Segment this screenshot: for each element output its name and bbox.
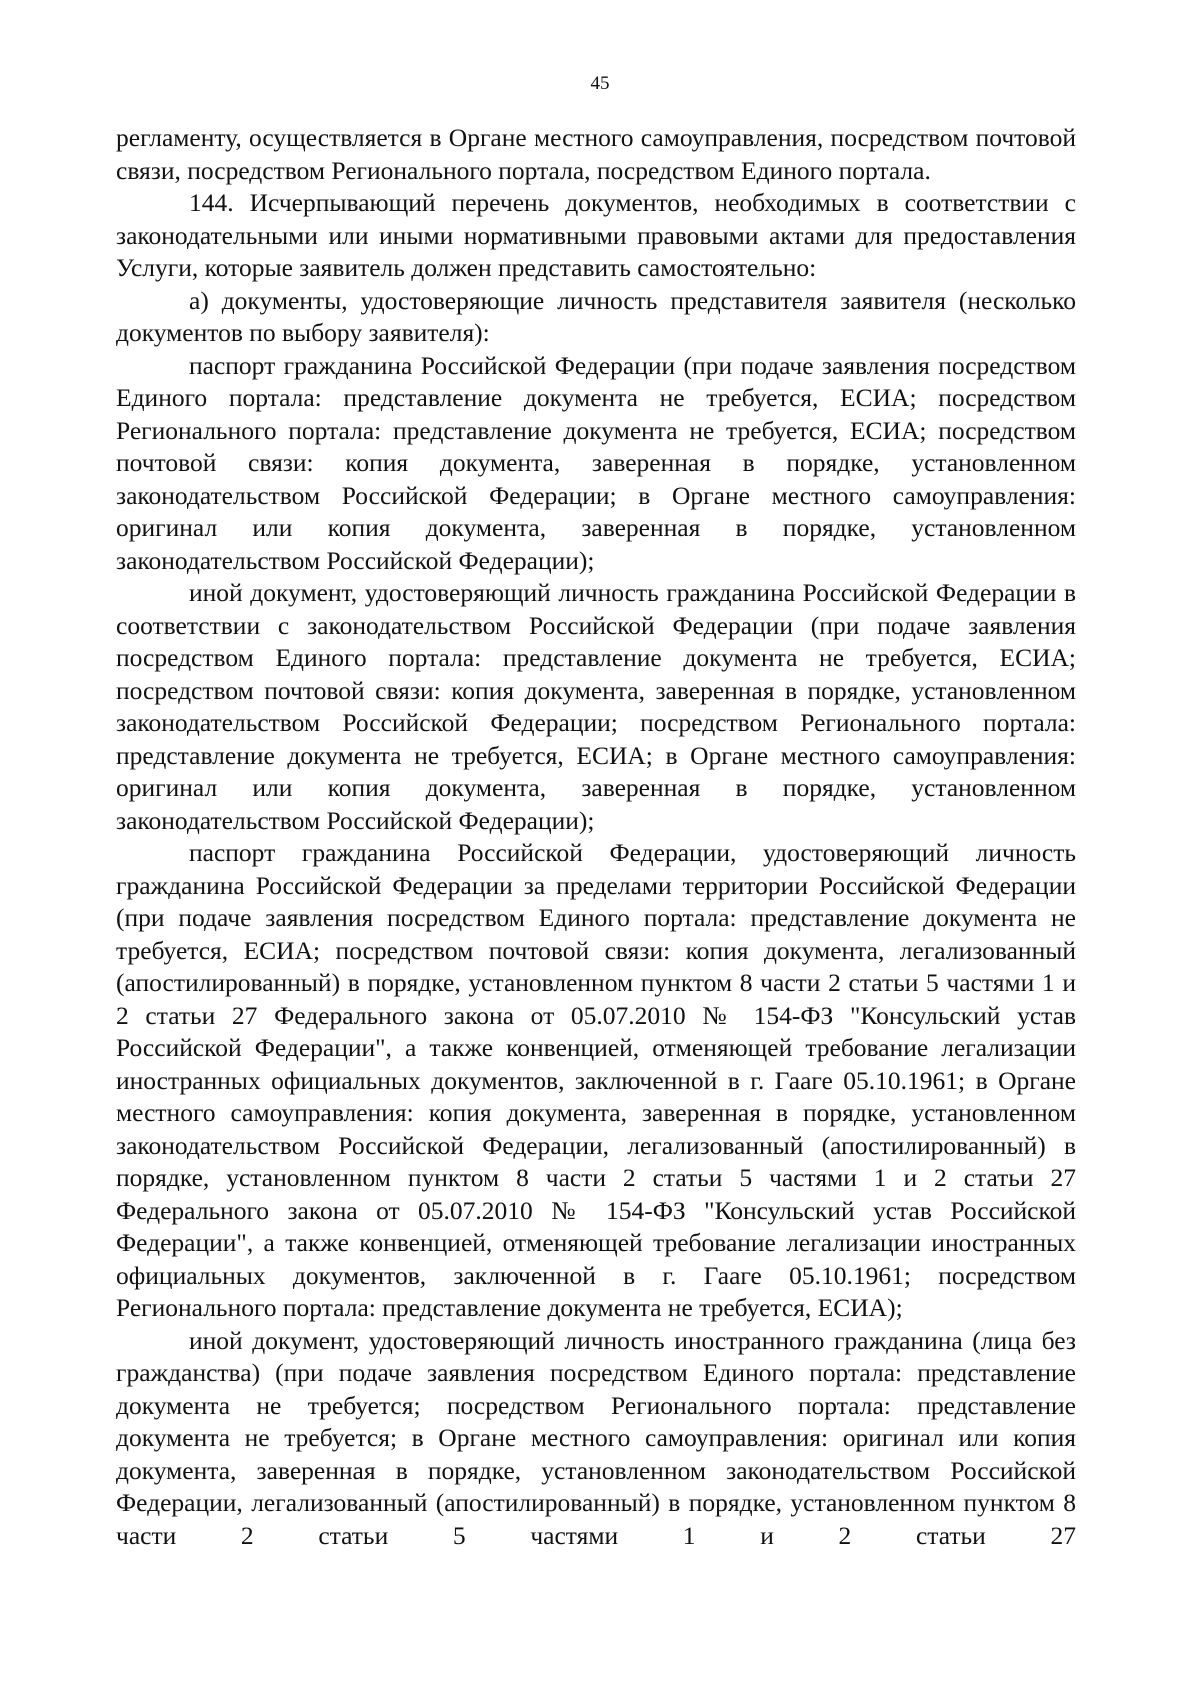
document-body — [116, 122, 1076, 1552]
paragraph-continuation: регламенту, осуществляется в Органе местного самоуправления, посредством почтовой связи, посредством Регионального портала, посредством Единого портала. — [116, 123, 1076, 185]
paragraph-item-144: 144. Исчерпывающий перечень документов, необходимых в соответствии с законодательными или иными нормативными правовыми актами для предоставления Услуги, которые заявитель должен представить самостоятельно: — [116, 188, 1076, 282]
paragraph-foreign-citizen-id: иной документ, удостоверяющий личность иностранного гражданина (лица без гражданства) (при подаче заявления посредством Единого портала: представление документа не требуется; посредством Регионального портала: представление документа не требуется; в Органе местного самоуправления: оригинал или копия документа, заверенная в порядке, установленном законодательством Российской Федерации, легализованный (апостилированный) в порядке, установленном пунктом 8 части 2 статьи 5 частями 1 и 2 статьи 27 — [116, 1325, 1076, 1550]
paragraph-russian-passport: паспорт гражданина Российской Федерации (при подаче заявления посредством Единого портала: представление документа не требуется, ЕСИА; посредством Регионального портала: представление документа не требуется, ЕСИА; посредством почтовой связи: копия документа, заверенная в порядке, установленном законодательством Российской Федерации; в Органе местного самоуправления: оригинал или копия документа, заверенная в порядке, установленном законодательством Российской Федерации); — [116, 350, 1076, 575]
paragraph-subitem-a: а) документы, удостоверяющие личность представителя заявителя (несколько документов по выбору заявителя): — [116, 285, 1076, 347]
page-number: 45 — [590, 73, 610, 94]
paragraph-other-russian-id: иной документ, удостоверяющий личность гражданина Российской Федерации в соответствии с законодательством Российской Федерации (при подаче заявления посредством Единого портала: представление документа не требуется, ЕСИА; посредством почтовой связи: копия документа, заверенная в порядке, установленном законодательством Российской Федерации; посредством Регионального портала: представление документа не требуется, ЕСИА; в Органе местного самоуправления: оригинал или копия документа, заверенная в порядке, установленном законодательством Российской Федерации); — [116, 578, 1076, 835]
paragraph-foreign-passport: паспорт гражданина Российской Федерации, удостоверяющий личность гражданина Российской Федерации за пределами территории Российской Федерации (при подаче заявления посредством Единого портала: представление документа не требуется, ЕСИА; посредством почтовой связи: копия документа, легализованный (апостилированный) в порядке, установленном пунктом 8 части 2 статьи 5 частями 1 и 2 статьи 27 Федерального закона от 05.07.2010 № 154-ФЗ "Консульский устав Российской Федерации", а также конвенцией, отменяющей требование легализации иностранных официальных документов, заключенной в г. Гааге 05.10.1961; в Органе местного самоуправления: копия документа, заверенная в порядке, установленном законодательством Российской Федерации, легализованный (апостилированный) в порядке, установленном пунктом 8 части 2 статьи 5 частями 1 и 2 статьи 27 Федерального закона от 05.07.2010 № 154-ФЗ "Консульский устав Российской Федерации", а также конвенцией, отменяющей требование легализации иностранных официальных документов, заключенной в г. Гааге 05.10.1961; посредством Регионального портала: представление документа не требуется, ЕСИА); — [116, 838, 1076, 1322]
